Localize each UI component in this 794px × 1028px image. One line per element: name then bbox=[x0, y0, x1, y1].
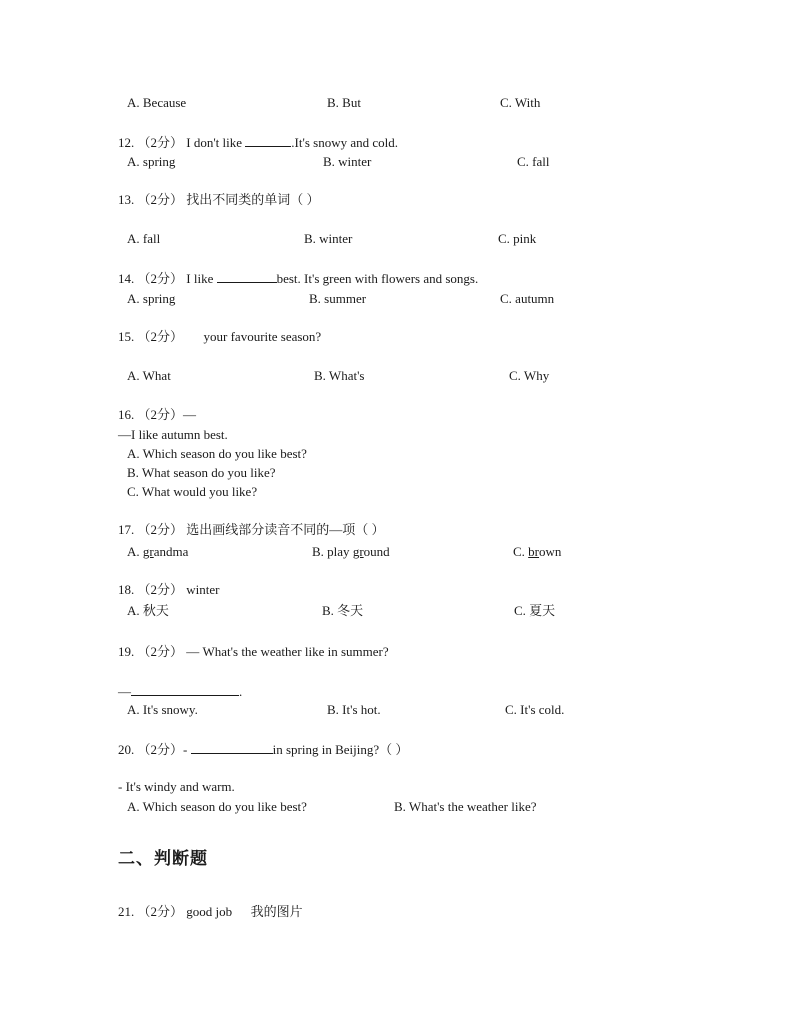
q12-option-b[interactable]: B. winter bbox=[323, 154, 372, 169]
q11-option-c[interactable]: C. With bbox=[500, 95, 541, 110]
q14-stem: 14. （2分） I like best. It's green with flowers and songs. bbox=[118, 271, 479, 286]
q13-option-b[interactable]: B. winter bbox=[304, 231, 353, 246]
q14-blank bbox=[217, 270, 277, 283]
q18-option-b[interactable]: B. 冬天 bbox=[322, 603, 364, 618]
q20-answer: - It's windy and warm. bbox=[118, 779, 235, 794]
q14-option-c[interactable]: C. autumn bbox=[500, 291, 555, 306]
q15-stem: 15. （2分） your favourite season? bbox=[118, 329, 322, 344]
q17-stem: 17. （2分） 选出画线部分读音不同的—项（ ） bbox=[118, 522, 385, 537]
q19-stem: 19. （2分） — What's the weather like in summer? bbox=[118, 644, 389, 659]
q17-option-c[interactable]: C. brown bbox=[513, 544, 562, 559]
q21-stem: 21. （2分） good job 我的图片 bbox=[118, 904, 303, 919]
q15-option-c[interactable]: C. Why bbox=[509, 368, 550, 383]
q20-option-a[interactable]: A. Which season do you like best? bbox=[127, 799, 307, 814]
q11-option-b[interactable]: B. But bbox=[327, 95, 361, 110]
q20-stem: 20. （2分）- in spring in Beijing?（ ） bbox=[118, 742, 409, 757]
q17-option-a[interactable]: A. grandma bbox=[127, 544, 189, 559]
q16-option-a[interactable]: A. Which season do you like best? bbox=[127, 446, 307, 461]
section-title: 二、判断题 bbox=[118, 849, 208, 869]
q13-option-c[interactable]: C. pink bbox=[498, 231, 537, 246]
q16-option-c[interactable]: C. What would you like? bbox=[127, 484, 258, 499]
q12-option-a[interactable]: A. spring bbox=[127, 154, 176, 169]
q13-option-a[interactable]: A. fall bbox=[127, 231, 161, 246]
q16-option-b[interactable]: B. What season do you like? bbox=[127, 465, 276, 480]
q16-answer: —I like autumn best. bbox=[118, 427, 228, 442]
q19-option-c[interactable]: C. It's cold. bbox=[505, 702, 565, 717]
q16-stem: 16. （2分）— bbox=[118, 407, 197, 422]
q17-option-b[interactable]: B. play ground bbox=[312, 544, 390, 559]
q18-stem: 18. （2分） winter bbox=[118, 582, 220, 597]
q11-option-a[interactable]: A. Because bbox=[127, 95, 187, 110]
q19-option-a[interactable]: A. It's snowy. bbox=[127, 702, 198, 717]
q12-option-c[interactable]: C. fall bbox=[517, 154, 550, 169]
q12-blank bbox=[245, 134, 291, 147]
q15-option-a[interactable]: A. What bbox=[127, 368, 171, 383]
q18-option-c[interactable]: C. 夏天 bbox=[514, 603, 556, 618]
q20-blank bbox=[191, 741, 273, 754]
q15-option-b[interactable]: B. What's bbox=[314, 368, 365, 383]
q19-answer: — . bbox=[118, 684, 243, 699]
q14-option-b[interactable]: B. summer bbox=[309, 291, 367, 306]
q12-stem: 12. （2分） I don't like .It's snowy and cold. bbox=[118, 135, 398, 150]
q20-option-b[interactable]: B. What's the weather like? bbox=[394, 799, 537, 814]
q13-stem: 13. （2分） 找出不同类的单词（ ） bbox=[118, 192, 320, 207]
q19-option-b[interactable]: B. It's hot. bbox=[327, 702, 381, 717]
q21-image-label: 我的图片 bbox=[250, 904, 303, 919]
q14-option-a[interactable]: A. spring bbox=[127, 291, 176, 306]
q18-option-a[interactable]: A. 秋天 bbox=[127, 603, 169, 618]
q19-blank bbox=[131, 683, 239, 696]
